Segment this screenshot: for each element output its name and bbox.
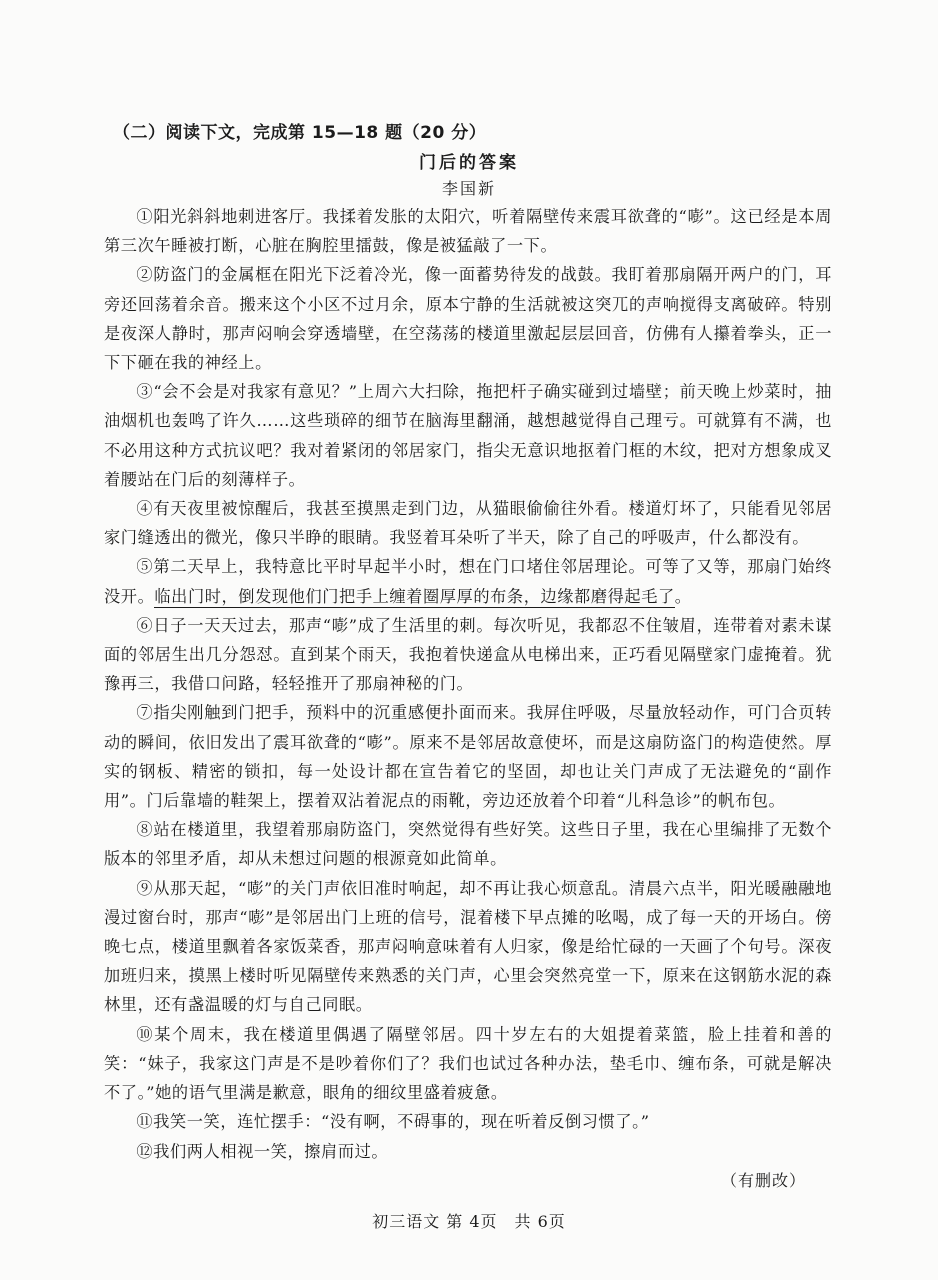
edit-note: （有删改） [720,1171,806,1190]
page-footer: 初三语文 第 4页 共 6页 [372,1212,566,1231]
paragraph-2: ②防盗门的金属框在阳光下泛着冷光，像一面蓄势待发的战鼓。我盯着那扇隔开两户的门，耳旁还回荡着余音。搬来这个小区不过月余，原本宁静的生活就被这突兀的声响搅得支离破碎。特别是夜深人静时，那声闷响会穿透墙壁，在空荡荡的楼道里激起层层回音，仿佛有人攥着拳头，正一下下砸在我的神经上。 [104,265,832,373]
paragraph-4: ④有天夜里被惊醒后，我甚至摸黑走到门边，从猫眼偷偷往外看。楼道灯坏了，只能看见邻居家门缝透出的微光，像只半睁的眼睛。我竖着耳朵听了半天，除了自己的呼吸声，什么都没有。 [104,499,832,548]
paragraph-10: ⑩某个周末，我在楼道里偶遇了隔壁邻居。四十岁左右的大姐提着菜篮，脸上挂着和善的笑：“妹子，我家这门声是不是吵着你们了？我们也试过各种办法，垫毛巾、缠布条，可就是解决不了。”她的语气里满是歉意，眼角的细纹里盛着疲惫。 [104,1024,832,1103]
paragraph-11: ⑪我笑一笑，连忙摆手：“没有啊，不碍事的，现在听着反倒习惯了。” [136,1112,650,1132]
paragraph-9: ⑨从那天起，“嘭”的关门声依旧准时响起，却不再让我心烦意乱。清晨六点半，阳光暖融融地漫过窗台时，那声“嘭”是邻居出门上班的信号，混着楼下早点摊的吆喝，成了每一天的开场白。傍晚七点，楼道里飘着各家饭菜香，那声闷响意味着有人归家，像是给忙碌的一天画了个句号。深夜加班归来，摸黑上楼时听见隔壁传来熟悉的关门声，心里会突然亮堂一下，原来在这钢筋水泥的森林里，还有盏温暖的灯与自己同眠。 [104,878,832,1015]
paragraph-1: ①阳光斜斜地刺进客厅。我揉着发胀的太阳穴，听着隔壁传来震耳欲聋的“嘭”。这已经是本周第三次午睡被打断，心脏在胸腔里擂鼓，像是被猛敲了一下。 [104,207,832,256]
article-body [104,202,832,1166]
underlined-sentence: 临出门时，倒发现他们门把手上缠着圈厚厚的布条，边缘都磨得起毛了 [154,586,675,606]
paragraph-5-end: 。 [674,586,692,606]
paragraph-5-start: ⑤第二天早上，我特意比平时早起半小时，想在门口堵住邻居理论。可等了又等，那扇门始终没开。 [104,557,832,606]
paragraph-7: ⑦指尖刚触到门把手，预料中的沉重感便扑面而来。我屏住呼吸，尽量放轻动作，可门合页转动的瞬间，依旧发出了震耳欲聋的“嘭”。原来不是邻居故意使坏，而是这扇防盗门的构造使然。厚实的钢板、精密的锁扣，每一处设计都在宣告着它的坚固，却也让关门声成了无法避免的“副作用”。门后靠墙的鞋架上，摆着双沾着泥点的雨靴，旁边还放着个印着“儿科急诊”的帆布包。 [104,703,832,811]
paragraph-8: ⑧站在楼道里，我望着那扇防盗门，突然觉得有些好笑。这些日子里，我在心里编排了无数个版本的邻里矛盾，却从未想过问题的根源竟如此简单。 [104,820,832,869]
paragraph-12: ⑫我们两人相视一笑，擦肩而过。 [136,1141,389,1161]
paragraph-5 [104,552,832,610]
article-title: 门后的答案 [419,153,519,173]
article-author: 李国新 [441,179,496,198]
paragraph-6: ⑥日子一天天过去，那声“嘭”成了生活里的刺。每次听见，我都忍不住皱眉，连带着对素未谋面的邻居生出几分怨怼。直到某个雨天，我抱着快递盒从电梯出来，正巧看见隔壁家门虚掩着。犹豫再三，我借口问路，轻轻推开了那扇神秘的门。 [104,615,832,694]
paragraph-3: ③“会不会是对我家有意见？”上周六大扫除，拖把杆子确实碰到过墙壁；前天晚上炒菜时，抽油烟机也轰鸣了许久……这些琐碎的细节在脑海里翻涌，越想越觉得自己理亏。可就算有不满，也不必用这种方式抗议吧？我对着紧闭的邻居家门，指尖无意识地抠着门框的木纹，把对方想象成叉着腰站在门后的刻薄样子。 [104,382,832,489]
section-header: （二）阅读下文，完成第 15—18 题（20 分） [113,123,487,143]
